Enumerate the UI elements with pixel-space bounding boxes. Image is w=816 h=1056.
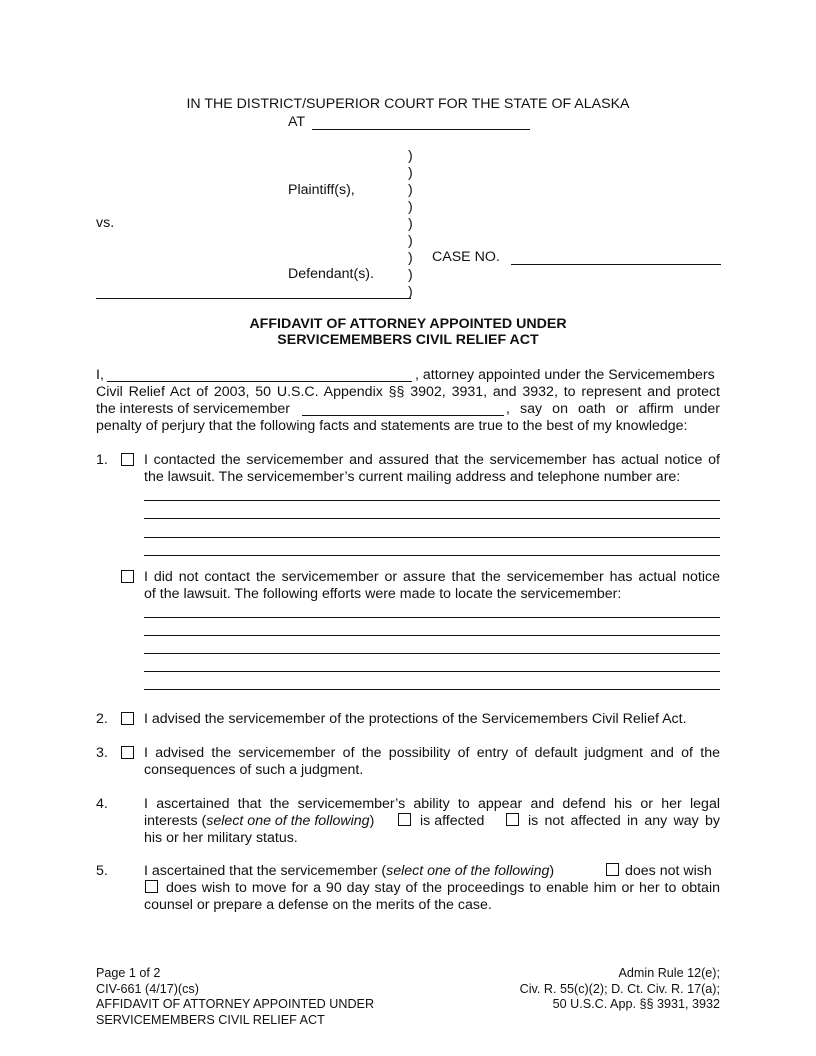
item5-text-line3: counsel or prepare a defense on the merits of the case. <box>144 897 492 913</box>
item2-number: 2. <box>96 711 108 727</box>
caption-bracket: ) <box>408 216 413 232</box>
item1-contacted-checkbox[interactable] <box>121 453 134 466</box>
footer-rule-3: 50 U.S.C. App. §§ 3931, 3932 <box>552 997 720 1011</box>
item4-not-affected-label: is not affected in any way by <box>528 813 720 829</box>
case-no-label: CASE NO. <box>432 249 500 265</box>
item3-text-line2: consequences of such a judgment. <box>144 762 364 778</box>
address-line[interactable] <box>144 518 720 519</box>
case-number-field[interactable] <box>511 264 721 265</box>
address-line[interactable] <box>144 537 720 538</box>
footer-form-title-line2: SERVICEMEMBERS CIVIL RELIEF ACT <box>96 1012 325 1027</box>
item2-checkbox[interactable] <box>121 712 134 725</box>
caption-underline <box>96 298 411 299</box>
item4-affected-label: is affected <box>420 813 485 829</box>
efforts-line[interactable] <box>144 671 720 672</box>
defendant-label: Defendant(s). <box>288 266 374 282</box>
at-label: AT <box>288 114 306 130</box>
caption-bracket: ) <box>408 165 413 181</box>
footer-rule-1: Admin Rule 12(e); <box>618 966 720 980</box>
caption-bracket: ) <box>408 233 413 249</box>
item5-paren: ) <box>549 863 555 879</box>
footer-right <box>520 966 720 1013</box>
footer-form-number: CIV-661 (4/17)(cs) <box>96 981 199 996</box>
plaintiff-label: Plaintiff(s), <box>288 182 355 198</box>
caption-bracket: ) <box>408 148 413 164</box>
efforts-line[interactable] <box>144 617 720 618</box>
intro-line2: Civil Relief Act of 2003, 50 U.S.C. Appendix §§ 3902, 3931, and 3932, to represent and protect <box>96 384 720 400</box>
item4-text-line2 <box>144 813 374 829</box>
item4-number: 4. <box>96 796 108 812</box>
item1-text-line1: I contacted the servicemember and assured that the servicemember has actual notice of <box>144 452 720 468</box>
caption-bracket: ) <box>408 284 413 300</box>
item5-text-line1 <box>144 863 554 879</box>
caption-bracket: ) <box>408 250 413 266</box>
address-line[interactable] <box>144 555 720 556</box>
intro-line1-rest: , attorney appointed under the Servicemembers <box>415 367 715 383</box>
affidavit-title-line2: SERVICEMEMBERS CIVIL RELIEF ACT <box>277 332 539 348</box>
intro-line3-b: , say on oath or affirm under <box>506 401 720 417</box>
footer-left <box>96 966 374 1028</box>
item5-does-not-wish-checkbox[interactable] <box>606 863 619 876</box>
item4-paren: ) <box>369 813 375 829</box>
item5-does-not-wish-label: does not wish <box>625 863 712 879</box>
at-location-field[interactable] <box>312 129 530 130</box>
footer-rule-2: Civ. R. 55(c)(2); D. Ct. Civ. R. 17(a); <box>519 981 720 996</box>
item4-not-affected-checkbox[interactable] <box>506 813 519 826</box>
efforts-line[interactable] <box>144 689 720 690</box>
caption-bracket: ) <box>408 199 413 215</box>
item4-text-line3: his or her military status. <box>144 830 298 846</box>
efforts-line[interactable] <box>144 653 720 654</box>
item2-text: I advised the servicemember of the protections of the Servicemembers Civil Relief Act. <box>144 711 687 727</box>
item5-text-line2: does wish to move for a 90 day stay of the proceedings to enable him or her to obtain <box>166 880 720 896</box>
item5-intro: I ascertained that the servicemember ( <box>144 863 387 879</box>
intro-line3-a: the interests of servicemember <box>96 401 290 417</box>
item3-text-line1: I advised the servicemember of the possibility of entry of default judgment and of the <box>144 745 720 761</box>
caption-bracket: ) <box>408 267 413 283</box>
item1-not-contacted-checkbox[interactable] <box>121 570 134 583</box>
footer-page-number: Page 1 of 2 <box>96 966 161 980</box>
item1-text-line2: the lawsuit. The servicemember’s current mailing address and telephone number are: <box>144 469 681 485</box>
vs-label: vs. <box>96 215 115 231</box>
item3-checkbox[interactable] <box>121 746 134 759</box>
attorney-name-field[interactable] <box>107 381 412 382</box>
item5-does-wish-checkbox[interactable] <box>145 880 158 893</box>
item5-select-instruction: select one of the following <box>386 863 550 879</box>
court-heading: IN THE DISTRICT/SUPERIOR COURT FOR THE STATE OF ALASKA <box>186 96 630 112</box>
item4-select-instruction: select one of the following <box>206 813 370 829</box>
item4-affected-checkbox[interactable] <box>398 813 411 826</box>
item3-number: 3. <box>96 745 108 761</box>
efforts-line[interactable] <box>144 635 720 636</box>
item1b-text-line1: I did not contact the servicemember or assure that the servicemember has actual notice <box>144 569 720 585</box>
item5-number: 5. <box>96 863 108 879</box>
servicemember-name-field[interactable] <box>302 415 504 416</box>
item4-text-line1: I ascertained that the servicemember’s ability to appear and defend his or her legal <box>144 796 720 812</box>
address-line[interactable] <box>144 500 720 501</box>
footer-form-title-line1: AFFIDAVIT OF ATTORNEY APPOINTED UNDER <box>96 997 375 1011</box>
item4-interests: interests ( <box>144 813 207 829</box>
item1-number: 1. <box>96 452 108 468</box>
affidavit-title-line1: AFFIDAVIT OF ATTORNEY APPOINTED UNDER <box>249 316 567 332</box>
caption-bracket: ) <box>408 182 413 198</box>
item1b-text-line2: of the lawsuit. The following efforts were made to locate the servicemember: <box>144 586 622 602</box>
intro-i: I, <box>96 367 104 383</box>
intro-line4: penalty of perjury that the following facts and statements are true to the best of my knowledge: <box>96 418 688 434</box>
